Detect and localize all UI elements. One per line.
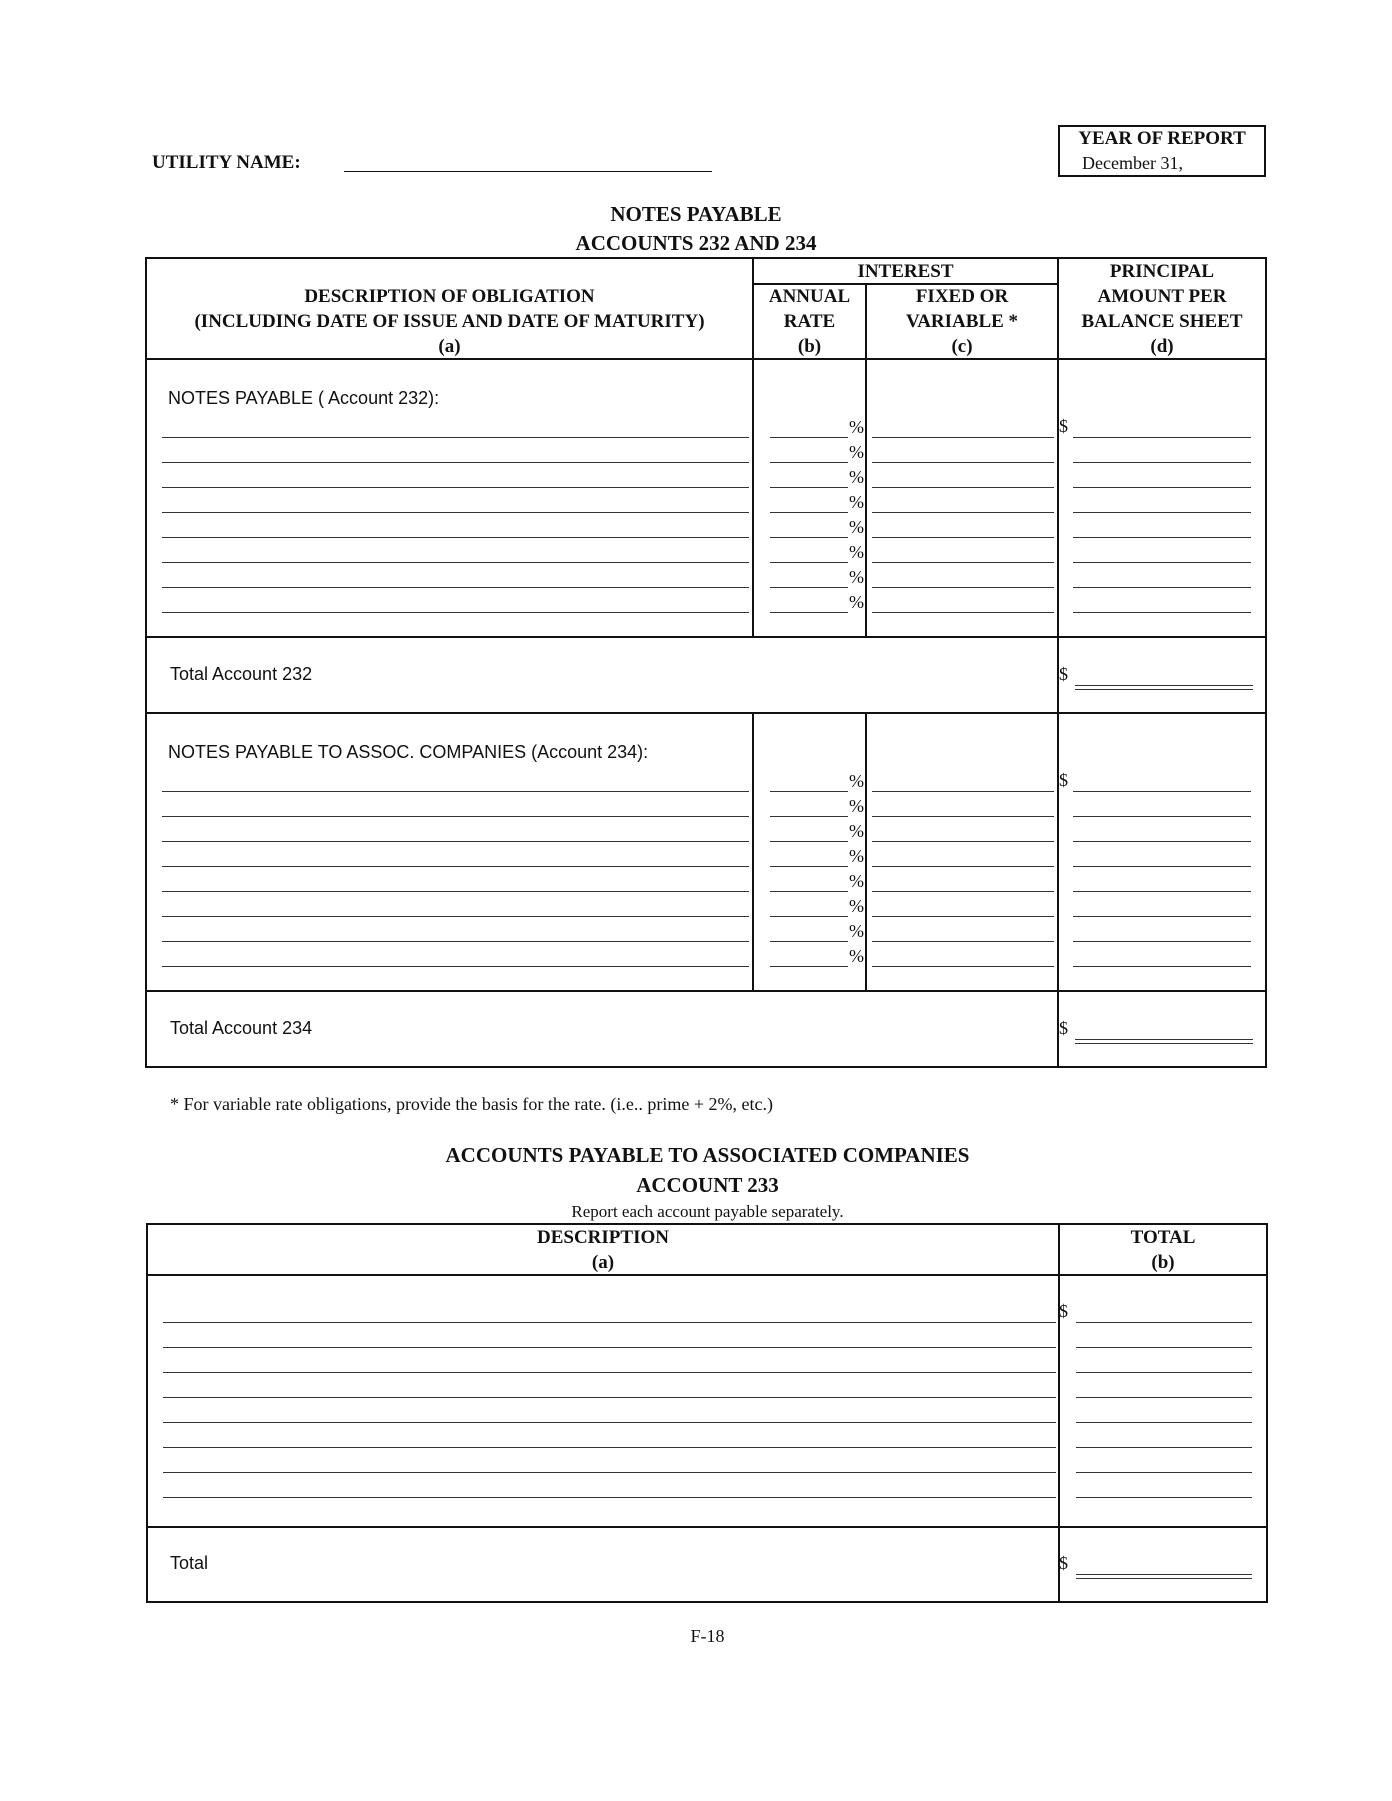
percent-sign: % [849, 921, 864, 941]
notes-payable-title: NOTES PAYABLE [610, 202, 782, 226]
ap-description-line[interactable] [163, 1397, 1056, 1398]
rate-line[interactable] [770, 562, 848, 563]
percent-sign: % [849, 592, 864, 612]
percent-sign: % [849, 846, 864, 866]
description-line[interactable] [162, 587, 749, 588]
principal-line[interactable] [1073, 512, 1251, 513]
ap-total-line[interactable] [1076, 1347, 1252, 1348]
fixed-variable-line[interactable] [872, 462, 1054, 463]
ap-col-a-letter: (a) [591, 1252, 615, 1273]
percent-sign: % [849, 417, 864, 437]
col-divider-bc-2 [865, 712, 867, 992]
total234-field[interactable] [1075, 1039, 1253, 1040]
section1-label: NOTES PAYABLE ( Account 232): [168, 388, 440, 408]
principal-line[interactable] [1073, 916, 1251, 917]
ap-total-line[interactable] [1076, 1447, 1252, 1448]
fixed-variable-line[interactable] [872, 841, 1054, 842]
ap-col-b-letter: (b) [1151, 1252, 1175, 1273]
ap-total-line[interactable] [1076, 1422, 1252, 1423]
description-line[interactable] [162, 891, 749, 892]
fixed-variable-line[interactable] [872, 891, 1054, 892]
ap-description-line[interactable] [163, 1472, 1056, 1473]
percent-sign: % [849, 492, 864, 512]
ap-description-line[interactable] [163, 1347, 1056, 1348]
utility-name-label: UTILITY NAME: [152, 152, 301, 173]
col-a-header [147, 284, 752, 359]
year-of-report-label: YEAR OF REPORT [1078, 128, 1246, 149]
total232-dollar: $ [1059, 664, 1068, 684]
col-d-line3: BALANCE SHEET [1081, 311, 1243, 332]
rate-line[interactable] [770, 841, 848, 842]
description-line[interactable] [162, 487, 749, 488]
rate-line[interactable] [770, 816, 848, 817]
col-c-header [867, 284, 1057, 359]
principal-line[interactable] [1073, 562, 1251, 563]
principal-line[interactable] [1073, 866, 1251, 867]
principal-line[interactable] [1073, 816, 1251, 817]
ap-total-label: Total [170, 1553, 209, 1573]
fixed-variable-line[interactable] [872, 587, 1054, 588]
description-line[interactable] [162, 841, 749, 842]
col-d-header [1059, 259, 1265, 359]
accounts-payable-instruction: Report each account payable separately. [571, 1202, 844, 1221]
rate-line[interactable] [770, 512, 848, 513]
ap-total-line[interactable] [1076, 1372, 1252, 1373]
principal-line[interactable] [1073, 841, 1251, 842]
principal-line[interactable] [1073, 966, 1251, 967]
ap-total-dollar: $ [1059, 1553, 1068, 1573]
section2-bottom-line [145, 990, 1267, 992]
ap-total-line[interactable] [1076, 1497, 1252, 1498]
principal-line[interactable] [1073, 891, 1251, 892]
percent-sign: % [849, 946, 864, 966]
col-a-letter: (a) [438, 336, 461, 357]
year-of-report-box [1058, 125, 1266, 177]
fixed-variable-line[interactable] [872, 537, 1054, 538]
percent-sign: % [849, 896, 864, 916]
fixed-variable-line[interactable] [872, 612, 1054, 613]
principal-line[interactable] [1073, 941, 1251, 942]
notes-payable-table [145, 257, 1267, 1068]
principal-line[interactable] [1073, 612, 1251, 613]
rate-line[interactable] [770, 462, 848, 463]
description-line[interactable] [162, 562, 749, 563]
interest-header: INTEREST [857, 261, 954, 282]
principal-line[interactable] [1073, 462, 1251, 463]
description-line[interactable] [162, 966, 749, 967]
principal-dollar: $ [1059, 770, 1068, 790]
percent-sign: % [849, 871, 864, 891]
col-c-line2: VARIABLE * [905, 311, 1019, 332]
percent-sign: % [849, 821, 864, 841]
ap-total-line[interactable] [1076, 1322, 1252, 1323]
notes-payable-subtitle: ACCOUNTS 232 AND 234 [575, 231, 817, 255]
col-divider-ab-2 [752, 712, 754, 992]
ap-description-line[interactable] [163, 1372, 1056, 1373]
col-b-line1: ANNUAL [768, 286, 851, 307]
total232-double-line [1075, 689, 1253, 690]
ap-dollar: $ [1059, 1301, 1068, 1321]
col-divider-cd [1057, 257, 1059, 1068]
rate-line[interactable] [770, 791, 848, 792]
col-c-letter: (c) [951, 336, 973, 357]
accounts-payable-table [146, 1223, 1268, 1603]
year-of-report-value[interactable]: December 31, [1082, 153, 1183, 173]
col-d-line2: AMOUNT PER [1097, 286, 1227, 307]
ap-total-line[interactable] [1076, 1472, 1252, 1473]
total234-label: Total Account 234 [170, 1018, 313, 1038]
rate-line[interactable] [770, 587, 848, 588]
principal-line[interactable] [1073, 537, 1251, 538]
col-c-line1: FIXED OR [915, 286, 1009, 307]
accounts-payable-title: ACCOUNTS PAYABLE TO ASSOCIATED COMPANIES [445, 1143, 970, 1167]
accounts-payable-subtitle: ACCOUNT 233 [636, 1173, 779, 1197]
rate-line[interactable] [770, 866, 848, 867]
total234-double-line [1075, 1043, 1253, 1044]
total234-dollar: $ [1059, 1018, 1068, 1038]
description-line[interactable] [162, 866, 749, 867]
ap-col-divider [1058, 1223, 1060, 1603]
description-line[interactable] [162, 462, 749, 463]
rate-line[interactable] [770, 941, 848, 942]
percent-sign: % [849, 771, 864, 791]
fixed-variable-line[interactable] [872, 562, 1054, 563]
description-line[interactable] [162, 941, 749, 942]
col-d-line1: PRINCIPAL [1109, 261, 1215, 282]
col-b-line2: RATE [783, 311, 836, 332]
col-b-letter: (b) [797, 336, 822, 357]
rate-line[interactable] [770, 537, 848, 538]
description-line[interactable] [162, 791, 749, 792]
rate-line[interactable] [770, 437, 848, 438]
page-number: F-18 [690, 1626, 725, 1646]
ap-total-line[interactable] [1076, 1397, 1252, 1398]
fixed-variable-line[interactable] [872, 816, 1054, 817]
total232-field[interactable] [1075, 685, 1253, 686]
description-line[interactable] [162, 816, 749, 817]
description-line[interactable] [162, 612, 749, 613]
fixed-variable-line[interactable] [872, 916, 1054, 917]
description-line[interactable] [162, 512, 749, 513]
rate-line[interactable] [770, 612, 848, 613]
percent-sign: % [849, 542, 864, 562]
rate-line[interactable] [770, 916, 848, 917]
rate-line[interactable] [770, 891, 848, 892]
percent-sign: % [849, 796, 864, 816]
fixed-variable-line[interactable] [872, 866, 1054, 867]
principal-dollar: $ [1059, 416, 1068, 436]
ap-col-b-label: TOTAL [1130, 1227, 1196, 1248]
ap-rows-bottom-line [146, 1526, 1268, 1528]
ap-total-double-line [1076, 1578, 1252, 1579]
col-a-line1: DESCRIPTION OF OBLIGATION [304, 286, 595, 307]
description-line[interactable] [162, 916, 749, 917]
ap-total-field[interactable] [1076, 1574, 1252, 1575]
principal-line[interactable] [1073, 487, 1251, 488]
ap-description-line[interactable] [163, 1422, 1056, 1423]
fixed-variable-line[interactable] [872, 941, 1054, 942]
section1-bottom-line [145, 636, 1267, 638]
fixed-variable-line[interactable] [872, 512, 1054, 513]
col-a-line2: (INCLUDING DATE OF ISSUE AND DATE OF MATURITY) [194, 311, 705, 332]
ap-col-a-header [148, 1225, 1058, 1275]
total232-bottom-line [145, 712, 1267, 714]
footnote: * For variable rate obligations, provide the basis for the rate. (i.e.. prime + 2%, etc.) [170, 1094, 773, 1114]
ap-col-b-header [1060, 1225, 1266, 1275]
principal-line[interactable] [1073, 587, 1251, 588]
total232-label: Total Account 232 [170, 664, 313, 684]
section2-label: NOTES PAYABLE TO ASSOC. COMPANIES (Account 234): [168, 742, 649, 762]
description-line[interactable] [162, 537, 749, 538]
percent-sign: % [849, 517, 864, 537]
principal-line[interactable] [1073, 437, 1251, 438]
fixed-variable-line[interactable] [872, 487, 1054, 488]
description-line[interactable] [162, 437, 749, 438]
utility-name-field[interactable] [344, 171, 712, 172]
rate-line[interactable] [770, 487, 848, 488]
principal-line[interactable] [1073, 791, 1251, 792]
ap-description-line[interactable] [163, 1497, 1056, 1498]
col-b-header [754, 284, 865, 359]
fixed-variable-line[interactable] [872, 791, 1054, 792]
percent-sign: % [849, 567, 864, 587]
col-d-letter: (d) [1150, 336, 1174, 357]
ap-col-a-label: DESCRIPTION [537, 1227, 669, 1248]
ap-description-line[interactable] [163, 1447, 1056, 1448]
fixed-variable-line[interactable] [872, 966, 1054, 967]
rate-line[interactable] [770, 966, 848, 967]
ap-description-line[interactable] [163, 1322, 1056, 1323]
percent-sign: % [849, 467, 864, 487]
percent-sign: % [849, 442, 864, 462]
fixed-variable-line[interactable] [872, 437, 1054, 438]
